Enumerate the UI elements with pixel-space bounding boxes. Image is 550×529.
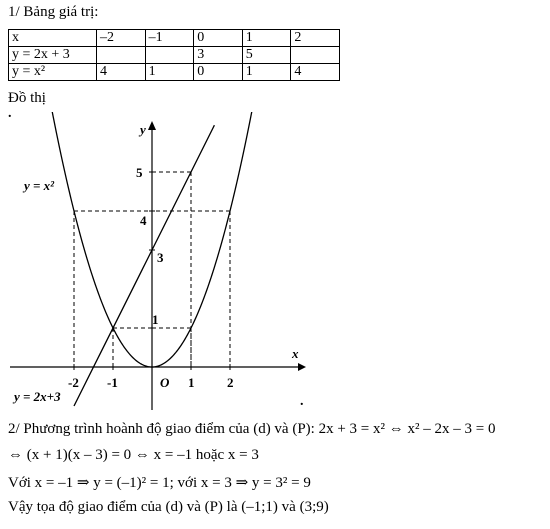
value-table (8, 29, 340, 81)
x-tick-label: 1 (188, 375, 195, 390)
y-axis-label: y (140, 122, 146, 137)
table-cell: x (9, 30, 97, 47)
table-cell: 5 (242, 47, 291, 64)
y-tick-label: 3 (157, 250, 164, 265)
origin-label: O (160, 375, 170, 390)
function-graph (0, 105, 340, 415)
table-cell: –1 (145, 30, 194, 47)
line-label: y = 2x+3 (14, 389, 61, 404)
y-tick-label: 5 (136, 165, 143, 180)
y-tick-label: 4 (140, 213, 147, 228)
x-tick-label: 2 (227, 375, 234, 390)
x-axis-arrow (298, 363, 306, 371)
table-cell (291, 47, 340, 64)
graph-dot-left: . (8, 106, 12, 121)
table-cell: 0 (194, 30, 243, 47)
curves (47, 105, 254, 406)
table-cell (97, 47, 146, 64)
solution-line-3: Với x = –1 ⇒ y = (–1)² = 1; với x = 3 ⇒ y = 3² = 9 (8, 475, 311, 491)
table-cell: 4 (97, 64, 146, 81)
section1-heading: 1/ Bảng giá trị: (8, 4, 99, 20)
table-row (9, 47, 340, 64)
graph-labels (12, 122, 299, 404)
table-cell: 4 (291, 64, 340, 81)
table-cell: 1 (145, 64, 194, 81)
solution-line-2: ⇔ (x + 1)(x – 3) = 0 ⇔ x = –1 hoặc x = 3 (8, 447, 259, 463)
line-curve (74, 125, 214, 406)
parabola-label: y = x² (24, 178, 55, 193)
graph-dot-right: . (300, 394, 304, 409)
y-axis-arrow (148, 121, 156, 130)
table-cell: 1 (242, 30, 291, 47)
table-cell: y = x² (9, 64, 97, 81)
table-cell: 2 (291, 30, 340, 47)
solution-line-1: 2/ Phương trình hoành độ giao điểm của (d) và (P): 2x + 3 = x² ⇔ x² – 2x – 3 = 0 (8, 421, 496, 437)
table-cell: y = 2x + 3 (9, 47, 97, 64)
table-cell: –2 (97, 30, 146, 47)
table-row (9, 64, 340, 81)
solution-line-4: Vậy tọa độ giao điểm của (d) và (P) là (–1;1) và (3;9) (8, 499, 329, 515)
table-cell (145, 47, 194, 64)
graph-label: Đồ thị (8, 90, 46, 106)
x-tick-label: -1 (107, 375, 118, 390)
table-cell: 0 (194, 64, 243, 81)
y-tick-label: 1 (152, 312, 159, 327)
x-axis-label: x (292, 346, 299, 361)
table-cell: 3 (194, 47, 243, 64)
table-cell: 1 (242, 64, 291, 81)
table-row (9, 30, 340, 47)
x-tick-label: -2 (68, 375, 79, 390)
